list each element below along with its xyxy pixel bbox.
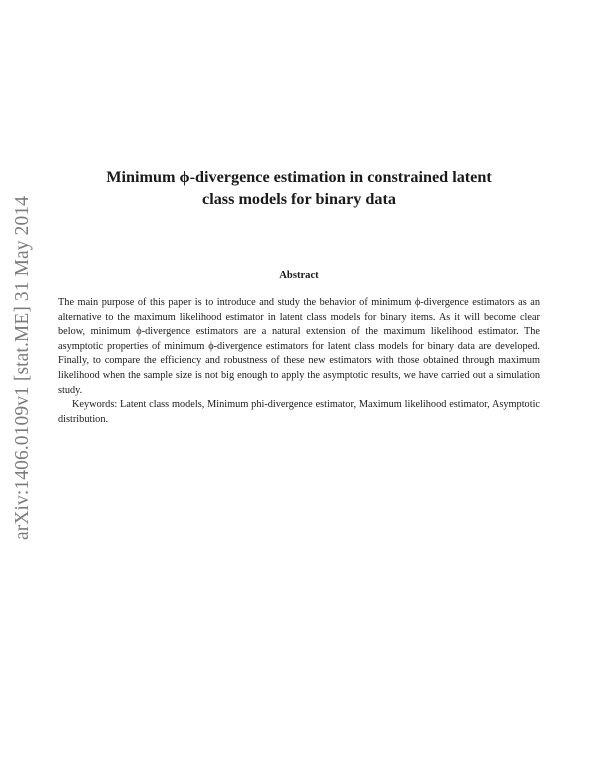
keywords-paragraph: Keywords: Latent class models, Minimum phi-divergence estimator, Maximum likelihood estimator, Asymptotic distribution. <box>58 399 540 425</box>
abstract-paragraph: The main purpose of this paper is to introduce and study the behavior of minimum ϕ-divergence estimators as an alternative to the maximum likelihood estimator in latent class models for binary items. As it will become clear below, minimum ϕ-divergence estimators are a natural extension of the maximum likelihood estimator. The asymptotic properties of minimum ϕ-divergence estimators for latent class models for binary data are developed. Finally, to compare the efficiency and robustness of these new estimators with those obtained through maximum likelihood when the sample size is not big enough to apply the asymptotic results, we have carried out a simulation study. <box>58 297 540 396</box>
title-line-2: class models for binary data <box>202 190 396 208</box>
arxiv-identifier: arXiv:1406.0109v1 [stat.ME] 31 May 2014 <box>12 195 33 540</box>
paper-title <box>60 166 538 210</box>
abstract-heading: Abstract <box>279 270 319 281</box>
abstract-body <box>58 296 540 427</box>
title-line-1: Minimum ϕ-divergence estimation in constrained latent <box>106 168 492 186</box>
